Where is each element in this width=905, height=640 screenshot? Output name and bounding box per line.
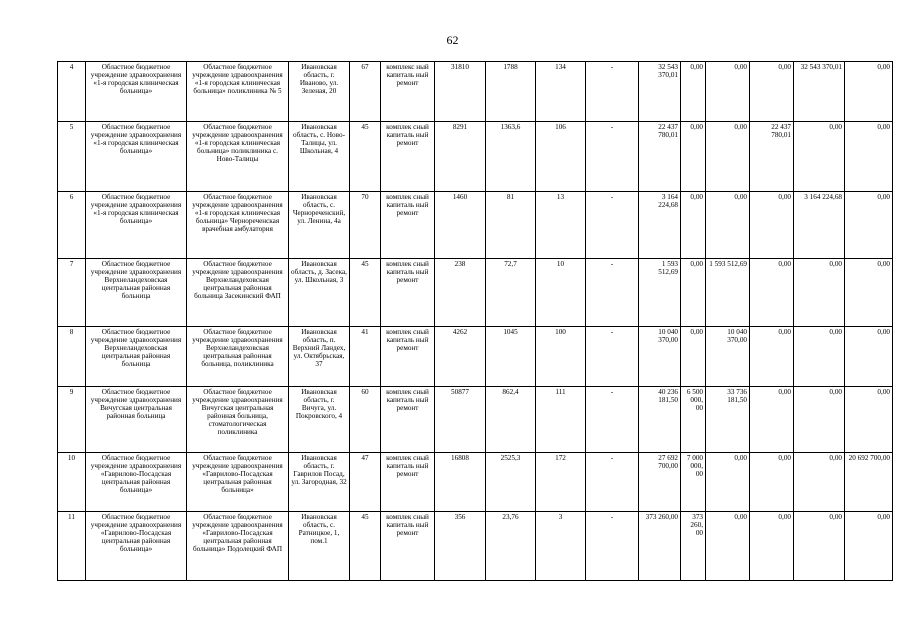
holder-name-cell: Областное бюджетное учреждение здравоохранения «Гаврилово-Посадская центральная районная больница» bbox=[86, 453, 187, 512]
area-cell: 2525,3 bbox=[486, 453, 536, 512]
volume-cell: 238 bbox=[435, 259, 486, 327]
area-cell: 81 bbox=[486, 192, 536, 259]
table-row bbox=[58, 192, 893, 259]
table-row bbox=[58, 327, 893, 387]
building-age-cell: 47 bbox=[350, 453, 381, 512]
address-cell: Ивановская область, г. Иваново, ул. Зеленая, 20 bbox=[289, 62, 350, 122]
row-number-cell: 8 bbox=[58, 327, 86, 387]
facility-name-cell: Областное бюджетное учреждение здравоохранения «Гаврилово-Посадская центральная районная больница» Подолецкий ФАП bbox=[187, 512, 289, 581]
holder-name-cell: Областное бюджетное учреждение здравоохранения Верхнеландеховская центральная районная больница bbox=[86, 327, 187, 387]
volume-cell: 31810 bbox=[435, 62, 486, 122]
work-type-cell: комплек сный капиталь ный ремонт bbox=[381, 259, 435, 327]
fund-share-4-cell: 0,00 bbox=[794, 259, 845, 327]
volume-cell: 16808 bbox=[435, 453, 486, 512]
fund-share-3-cell: 22 437 780,01 bbox=[750, 122, 794, 192]
address-cell: Ивановская область, с. Ново-Талицы, ул. Школьная, 4 bbox=[289, 122, 350, 192]
table-body bbox=[58, 62, 893, 581]
building-age-cell: 45 bbox=[350, 259, 381, 327]
dash-value-cell: - bbox=[586, 512, 639, 581]
work-type-cell: комплек сный капиталь ный ремонт bbox=[381, 192, 435, 259]
volume-cell: 8291 bbox=[435, 122, 486, 192]
total-cost-cell: 27 692 700,00 bbox=[639, 453, 681, 512]
row-number-cell: 6 bbox=[58, 192, 86, 259]
facility-name-cell: Областное бюджетное учреждение здравоохранения «1-я городская клиническая больница» поликлиника № 5 bbox=[187, 62, 289, 122]
building-age-cell: 67 bbox=[350, 62, 381, 122]
capacity-cell: 172 bbox=[536, 453, 586, 512]
volume-cell: 4262 bbox=[435, 327, 486, 387]
fund-share-3-cell: 0,00 bbox=[750, 327, 794, 387]
fund-share-4-cell: 0,00 bbox=[794, 387, 845, 453]
fund-share-5-cell: 20 692 700,00 bbox=[845, 453, 893, 512]
fund-share-1-cell: 0,00 bbox=[681, 62, 706, 122]
table-row bbox=[58, 512, 893, 581]
address-cell: Ивановская область, с. Ратницкое, 1, пом.1 bbox=[289, 512, 350, 581]
holder-name-cell: Областное бюджетное учреждение здравоохранения Вичугская центральная районная больница bbox=[86, 387, 187, 453]
fund-share-1-cell: 0,00 bbox=[681, 259, 706, 327]
work-type-cell: комплек сный капиталь ный ремонт bbox=[381, 387, 435, 453]
fund-share-3-cell: 0,00 bbox=[750, 62, 794, 122]
dash-value-cell: - bbox=[586, 453, 639, 512]
fund-share-2-cell: 10 040 370,00 bbox=[706, 327, 750, 387]
capacity-cell: 111 bbox=[536, 387, 586, 453]
building-age-cell: 45 bbox=[350, 122, 381, 192]
row-number-cell: 5 bbox=[58, 122, 86, 192]
holder-name-cell: Областное бюджетное учреждение здравоохранения «Гаврилово-Посадская центральная районная больница» bbox=[86, 512, 187, 581]
volume-cell: 356 bbox=[435, 512, 486, 581]
total-cost-cell: 10 040 370,00 bbox=[639, 327, 681, 387]
building-age-cell: 70 bbox=[350, 192, 381, 259]
fund-share-4-cell: 0,00 bbox=[794, 512, 845, 581]
volume-cell: 50877 bbox=[435, 387, 486, 453]
fund-share-5-cell: 0,00 bbox=[845, 512, 893, 581]
fund-share-3-cell: 0,00 bbox=[750, 259, 794, 327]
fund-share-5-cell: 0,00 bbox=[845, 387, 893, 453]
row-number-cell: 7 bbox=[58, 259, 86, 327]
dash-value-cell: - bbox=[586, 62, 639, 122]
row-number-cell: 4 bbox=[58, 62, 86, 122]
fund-share-2-cell: 0,00 bbox=[706, 62, 750, 122]
row-number-cell: 10 bbox=[58, 453, 86, 512]
address-cell: Ивановская область, г. Гаврилов Посад, ул. Загородная, 32 bbox=[289, 453, 350, 512]
work-type-cell: комплек сный капиталь ный ремонт bbox=[381, 122, 435, 192]
area-cell: 862,4 bbox=[486, 387, 536, 453]
total-cost-cell: 1 593 512,69 bbox=[639, 259, 681, 327]
fund-share-5-cell: 0,00 bbox=[845, 259, 893, 327]
building-age-cell: 60 bbox=[350, 387, 381, 453]
total-cost-cell: 373 260,00 bbox=[639, 512, 681, 581]
fund-share-4-cell: 3 164 224,68 bbox=[794, 192, 845, 259]
work-type-cell: комплек сный капиталь ный ремонт bbox=[381, 327, 435, 387]
total-cost-cell: 40 236 181,50 bbox=[639, 387, 681, 453]
area-cell: 1045 bbox=[486, 327, 536, 387]
dash-value-cell: - bbox=[586, 192, 639, 259]
area-cell: 1363,6 bbox=[486, 122, 536, 192]
capacity-cell: 3 bbox=[536, 512, 586, 581]
work-type-cell: комплек сный капиталь ный ремонт bbox=[381, 453, 435, 512]
total-cost-cell: 22 437 780,01 bbox=[639, 122, 681, 192]
capacity-cell: 13 bbox=[536, 192, 586, 259]
fund-share-1-cell: 7 000 000, 00 bbox=[681, 453, 706, 512]
building-age-cell: 41 bbox=[350, 327, 381, 387]
fund-share-5-cell: 0,00 bbox=[845, 327, 893, 387]
address-cell: Ивановская область, д. Засека, ул. Школьная, 3 bbox=[289, 259, 350, 327]
holder-name-cell: Областное бюджетное учреждение здравоохранения «1-я городская клиническая больница» bbox=[86, 62, 187, 122]
total-cost-cell: 3 164 224,68 bbox=[639, 192, 681, 259]
fund-share-1-cell: 373 260, 00 bbox=[681, 512, 706, 581]
row-number-cell: 9 bbox=[58, 387, 86, 453]
table-row bbox=[58, 62, 893, 122]
capacity-cell: 10 bbox=[536, 259, 586, 327]
fund-share-1-cell: 0,00 bbox=[681, 192, 706, 259]
area-cell: 23,76 bbox=[486, 512, 536, 581]
work-type-cell: комплекс ный капиталь ный ремонт bbox=[381, 62, 435, 122]
fund-share-2-cell: 1 593 512,69 bbox=[706, 259, 750, 327]
fund-share-2-cell: 33 736 181,50 bbox=[706, 387, 750, 453]
fund-share-4-cell: 32 543 370,01 bbox=[794, 62, 845, 122]
volume-cell: 1460 bbox=[435, 192, 486, 259]
fund-share-3-cell: 0,00 bbox=[750, 512, 794, 581]
address-cell: Ивановская область, г. Вичуга, ул. Покровского, 4 bbox=[289, 387, 350, 453]
dash-value-cell: - bbox=[586, 387, 639, 453]
fund-share-2-cell: 0,00 bbox=[706, 453, 750, 512]
fund-share-2-cell: 0,00 bbox=[706, 512, 750, 581]
fund-share-4-cell: 0,00 bbox=[794, 453, 845, 512]
fund-share-4-cell: 0,00 bbox=[794, 327, 845, 387]
area-cell: 72,7 bbox=[486, 259, 536, 327]
fund-share-5-cell: 0,00 bbox=[845, 122, 893, 192]
holder-name-cell: Областное бюджетное учреждение здравоохранения «1-я городская клиническая больница» bbox=[86, 122, 187, 192]
fund-share-5-cell: 0,00 bbox=[845, 62, 893, 122]
facility-name-cell: Областное бюджетное учреждение здравоохранения «1-я городская клиническая больница» Чернореченская врачебная амбулатория bbox=[187, 192, 289, 259]
fund-share-3-cell: 0,00 bbox=[750, 192, 794, 259]
capacity-cell: 134 bbox=[536, 62, 586, 122]
table-row bbox=[58, 453, 893, 512]
capital-repair-table bbox=[57, 61, 893, 581]
facility-name-cell: Областное бюджетное учреждение здравоохранения Вичугская центральная районная больница, стоматологическая поликлиника bbox=[187, 387, 289, 453]
table-row bbox=[58, 259, 893, 327]
fund-share-1-cell: 0,00 bbox=[681, 327, 706, 387]
facility-name-cell: Областное бюджетное учреждение здравоохранения Верхнеландеховская центральная районная больница Засекинский ФАП bbox=[187, 259, 289, 327]
building-age-cell: 45 bbox=[350, 512, 381, 581]
fund-share-5-cell: 0,00 bbox=[845, 192, 893, 259]
dash-value-cell: - bbox=[586, 259, 639, 327]
fund-share-2-cell: 0,00 bbox=[706, 192, 750, 259]
fund-share-1-cell: 6 500 000, 00 bbox=[681, 387, 706, 453]
fund-share-1-cell: 0,00 bbox=[681, 122, 706, 192]
fund-share-3-cell: 0,00 bbox=[750, 387, 794, 453]
dash-value-cell: - bbox=[586, 122, 639, 192]
holder-name-cell: Областное бюджетное учреждение здравоохранения Верхнеландеховская центральная районная больница bbox=[86, 259, 187, 327]
facility-name-cell: Областное бюджетное учреждение здравоохранения «1-я городская клиническая больница» поликлиника с. Ново-Талицы bbox=[187, 122, 289, 192]
fund-share-2-cell: 0,00 bbox=[706, 122, 750, 192]
table-row bbox=[58, 387, 893, 453]
page-number: 62 bbox=[446, 33, 459, 47]
fund-share-4-cell: 0,00 bbox=[794, 122, 845, 192]
address-cell: Ивановская область, с. Чернореченский, ул. Ленина, 4а bbox=[289, 192, 350, 259]
facility-name-cell: Областное бюджетное учреждение здравоохранения «Гаврилово-Посадская центральная районная больница» bbox=[187, 453, 289, 512]
address-cell: Ивановская область, п. Верхний Ландех, ул. Октябрьская, 37 bbox=[289, 327, 350, 387]
holder-name-cell: Областное бюджетное учреждение здравоохранения «1-я городская клиническая больница» bbox=[86, 192, 187, 259]
total-cost-cell: 32 543 370,01 bbox=[639, 62, 681, 122]
work-type-cell: комплек сный капиталь ный ремонт bbox=[381, 512, 435, 581]
table-row bbox=[58, 122, 893, 192]
facility-name-cell: Областное бюджетное учреждение здравоохранения Верхнеландеховская центральная районная больница, поликлиника bbox=[187, 327, 289, 387]
row-number-cell: 11 bbox=[58, 512, 86, 581]
capacity-cell: 106 bbox=[536, 122, 586, 192]
dash-value-cell: - bbox=[586, 327, 639, 387]
fund-share-3-cell: 0,00 bbox=[750, 453, 794, 512]
area-cell: 1788 bbox=[486, 62, 536, 122]
capacity-cell: 100 bbox=[536, 327, 586, 387]
